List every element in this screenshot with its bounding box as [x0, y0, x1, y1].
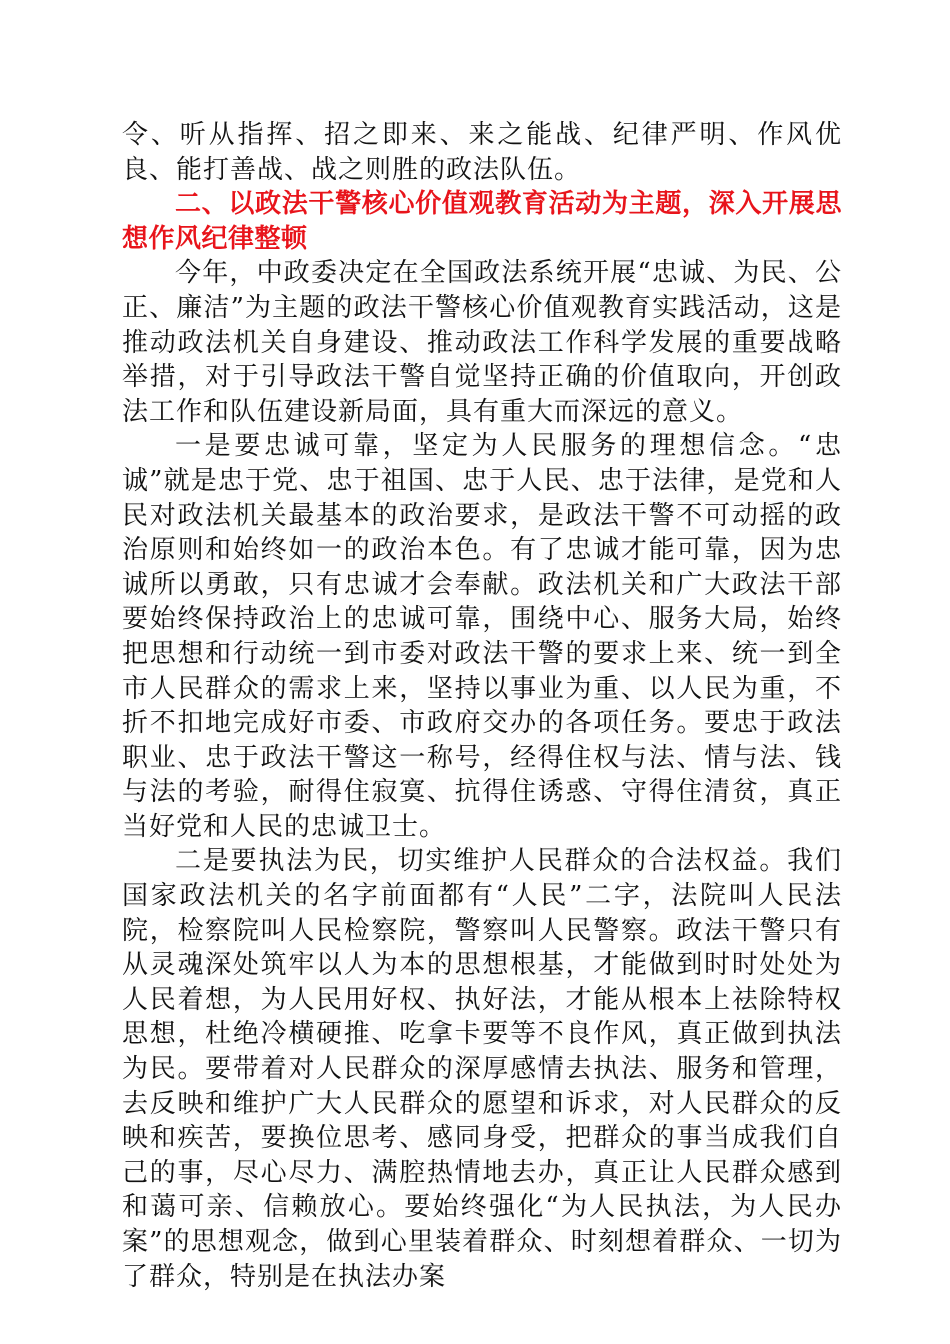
document-body — [122, 118, 842, 1294]
body-paragraph-serve-people: 二是要执法为民，切实维护人民群众的合法权益。我们国家政法机关的名字前面都有“人民”二字，法院叫人民法院，检察院叫人民检察院，警察叫人民警察。政法干警只有从灵魂深处筑牢以人为本的思想根基，才能做到时时处处为人民着想，为人民用好权、执好法，才能从根本上祛除特权思想，杜绝冷横硬推、吃拿卡要等不良作风，真正做到执法为民。要带着对人民群众的深厚感情去执法、服务和管理，去反映和维护广大人民群众的愿望和诉求，对人民群众的反映和疾苦，要换位思考、感同身受，把群众的事当成我们自己的事，尽心尽力、满腔热情地去办，真正让人民群众感到和蔼可亲、信赖放心。要始终强化“为人民执法，为人民办案”的思想观念，做到心里装着群众、时刻想着群众、一切为了群众，特别是在执法办案 — [122, 846, 842, 1292]
section-heading: 二、以政法干警核心价值观教育活动为主题，深入开展思想作风纪律整顿 — [122, 189, 842, 254]
continuation-paragraph: 令、听从指挥、招之即来、来之能战、纪律严明、作风优良、能打善战、战之则胜的政法队伍。 — [122, 120, 842, 185]
body-paragraph-intro: 今年，中政委决定在全国政法系统开展“忠诚、为民、公正、廉洁”为主题的政法干警核心价值观教育实践活动，这是推动政法机关自身建设、推动政法工作科学发展的重要战略举措，对于引导政法干警自觉坚持正确的价值取向，开创政法工作和队伍建设新局面，具有重大而深远的意义。 — [122, 258, 842, 427]
body-paragraph-loyalty: 一是要忠诚可靠，坚定为人民服务的理想信念。“忠诚”就是忠于党、忠于祖国、忠于人民、忠于法律，是党和人民对政法机关最基本的政治要求，是政法干警不可动摇的政治原则和始终如一的政治本色。有了忠诚才能可靠，因为忠诚所以勇敢，只有忠诚才会奉献。政法机关和广大政法干部要始终保持政治上的忠诚可靠，围绕中心、服务大局，始终把思想和行动统一到市委对政法干警的要求上来、统一到全市人民群众的需求上来，坚持以事业为重、以人民为重，不折不扣地完成好市委、市政府交办的各项任务。要忠于政法职业、忠于政法干警这一称号，经得住权与法、情与法、钱与法的考验，耐得住寂寞、抗得住诱惑、守得住清贫，真正当好党和人民的忠诚卫士。 — [122, 431, 842, 842]
